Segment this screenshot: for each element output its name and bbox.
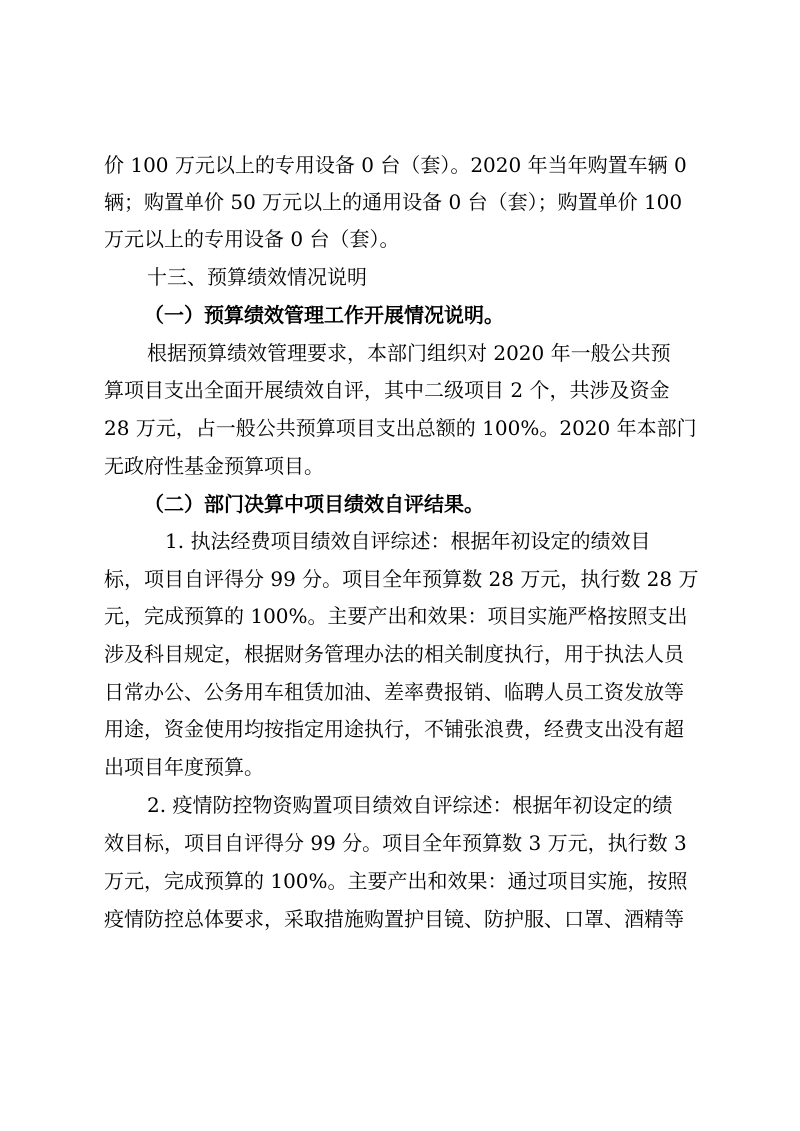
paragraph-line-8: 28 万元，占一般公共预算项目支出总额的 100%。2020 年本部门 [104,416,697,440]
paragraph-line-21: 疫情防控总体要求，采取措施购置护目镜、防护服、口罩、酒精等 [104,907,684,931]
paragraph-line-12: 标，项目自评得分 99 分。项目全年预算数 28 万元，执行数 28 万 [104,567,699,591]
paragraph-line-2: 辆；购置单价 50 万元以上的通用设备 0 台（套）；购置单价 100 [104,190,683,214]
paragraph-line-17: 出项目年度预算。 [104,755,264,779]
paragraph-line-16: 用途，资金使用均按指定用途执行，不铺张浪费，经费支出没有超 [104,717,684,741]
subsection-heading-2: （二）部门决算中项目绩效自评结果。 [144,492,484,516]
paragraph-line-13: 元，完成预算的 100%。主要产出和效果：项目实施严格按照支出 [104,604,688,628]
paragraph-line-18: 2. 疫情防控物资购置项目绩效自评综述：根据年初设定的绩 [147,793,673,817]
section-heading: 十三、预算绩效情况说明 [147,265,367,289]
paragraph-line-6: 根据预算绩效管理要求，本部门组织对 2020 年一般公共预 [147,341,671,365]
paragraph-line-11: 1. 执法经费项目绩效自评综述：根据年初设定的绩效目 [165,529,651,553]
paragraph-line-14: 涉及科目规定，根据财务管理办法的相关制度执行，用于执法人员 [104,642,684,666]
paragraph-line-19: 效目标，项目自评得分 99 分。项目全年预算数 3 万元，执行数 3 [104,831,687,855]
paragraph-line-7: 算项目支出全面开展绩效自评，其中二级项目 2 个，共涉及资金 [104,378,670,402]
paragraph-line-3: 万元以上的专用设备 0 台（套）。 [104,227,400,251]
subsection-heading-1: （一）预算绩效管理工作开展情况说明。 [144,303,504,327]
paragraph-line-1: 价 100 万元以上的专用设备 0 台（套）。2020 年当年购置车辆 0 [104,153,687,177]
paragraph-line-15: 日常办公、公务用车租赁加油、差率费报销、临聘人员工资发放等 [104,680,684,704]
paragraph-line-9: 无政府性基金预算项目。 [104,454,324,478]
paragraph-line-20: 万元，完成预算的 100%。主要产出和效果：通过项目实施，按照 [104,869,688,893]
